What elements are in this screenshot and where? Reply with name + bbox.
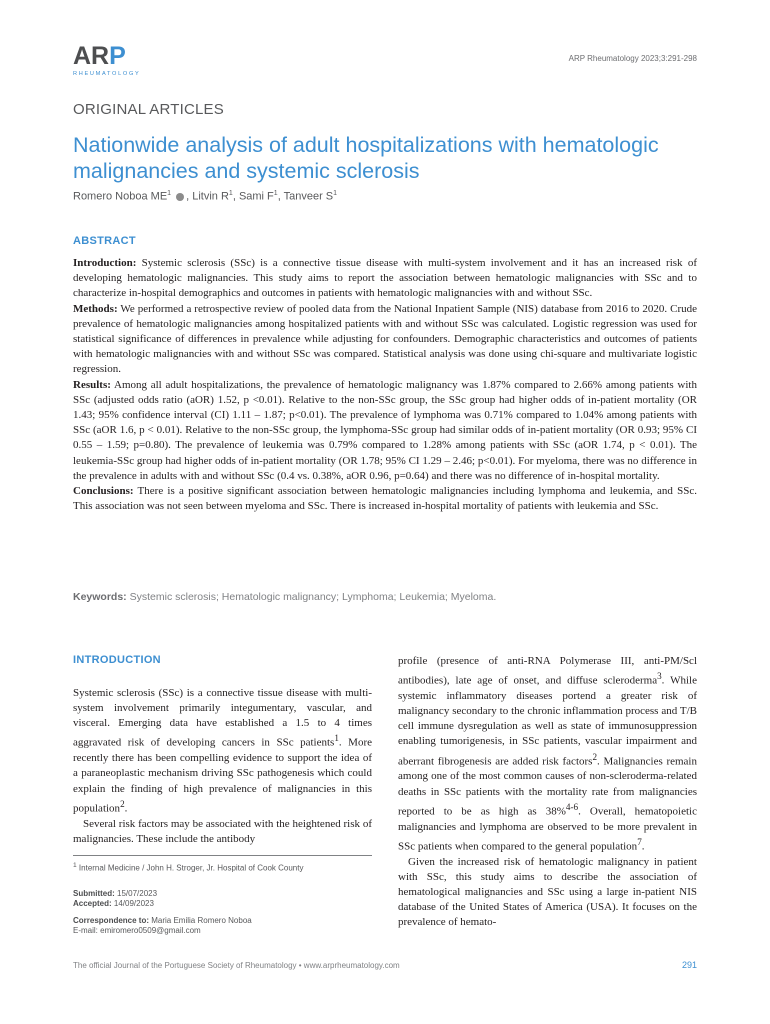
abstract-conclusions: Conclusions: There is a positive significant association between hematologic malignancies including lymphoma and leukemia, and SSc. This association was not seen between myeloma and SSc. There is increased in-hospital mortality of patients with leukemia and SSc. (73, 485, 697, 513)
journal-logo (73, 44, 143, 84)
page-number: 291 (681, 960, 697, 970)
right-column (398, 654, 697, 930)
orcid-icon[interactable] (176, 193, 184, 201)
intro-paragraph-2: Several risk factors may be associated with the heightened risk of malignancies. These include the antibody (73, 817, 372, 845)
keywords: Keywords: Systemic sclerosis; Hematologic malignancy; Lymphoma; Leukemia; Myeloma. (73, 591, 497, 603)
intro-paragraph-4: Given the increased risk of hematologic malignancy in patient with SSc, this study aims to describe the association of hematological malignancies and SSc using a large in-patient NIS database of the United States of America (USA). It focuses on the prevalence of hemato- (398, 855, 697, 929)
correspondence: Correspondence to: Maria Emilia Romero Noboa E-mail: emiromero0509@gmail.com (73, 915, 252, 936)
email-link[interactable]: emiromero0509@gmail.com (97, 926, 201, 936)
section-label: ORIGINAL ARTICLES (73, 101, 224, 118)
author-list: Romero Noboa $ME^1$ , Litvin $R^1$, Sami $F^1$, Tanveer $S^1$ (73, 190, 338, 203)
abstract-methods: Methods: We performed a retrospective review of pooled data from the National Inpatient Sample (NIS) database from 2016 to 2020. Crude prevalence of hematologic malignancies among hospitalized patients with and without SSc was calculated. Logistic regression was used for statistical significance of differences in prevalence while adjusting for confounders. Demographic characteristics and outcomes of patients with hematologic malignancies with and without SSc was compared. Statistical analysis was done using chi-square and multivariate logistic regression. (73, 302, 697, 376)
intro-paragraph-3: profile (presence of anti-RNA Polymerase III, anti-PM/Scl antibodies), late age of onset, and diffuse scleroderma$^3$. While systemic inflammatory diseases portend a greater risk of malignancy secondary to the chronic inflammation process and T/B cell immune dysregulation as well as state of immunosuppression enabling tumorigenesis, in SSc patients, vascular impairment and aberrant fibrogenesis are added risk factors$^2$. Malignancies remain among one of the most common causes of non-scleroderma-related deaths in SSc patients with the mortality rate from malignancies reported to be as high as 38%$^{4-6}$. Overall, hematopoietic malignancies and lymphoma are observed to be more prevalent in SSc patients when compared to the general population$^7$. (398, 655, 697, 853)
abstract-heading: ABSTRACT (73, 235, 136, 247)
introduction-heading: INTRODUCTION (73, 654, 161, 666)
footnote-divider (73, 855, 372, 856)
affiliation-footnote: $^1$ Internal Medicine / John H. Stroger, Jr. Hospital of Cook County (73, 861, 304, 873)
left-column (73, 654, 372, 937)
running-head: ARP Rheumatology 2023;3:291-298 (568, 54, 697, 63)
abstract-body (73, 256, 697, 514)
footer-journal: The official Journal of the Portuguese Society of Rheumatology • www.arprheumatology.com (73, 961, 400, 970)
article-title: Nationwide analysis of adult hospitalizations with hematologic malignancies and systemic sclerosis (73, 133, 659, 183)
abstract-introduction: Introduction: Systemic sclerosis (SSc) is a connective tissue disease with multi-system involvement and it has an increased risk of developing hematologic malignancies. This study aims to report the association between hematologic malignancies with SSc and to characterize in-hospital demographics and outcomes in patients with hematologic malignancies with and without SSc. (73, 257, 697, 300)
submission-dates: Submitted: 15/07/2023 Accepted: 14/09/2023 (73, 888, 158, 909)
abstract-results: Results: Among all adult hospitalizations, the prevalence of hematologic malignancy was 1.87% compared to 2.66% among patients with SSc (adjusted odds ratio (aOR) 1.52, p <0.01). Relative to the non-SSc group, the SSc group had higher odds of in-patient mortality (OR 1.43; 95% confidence interval (CI) 1.11 – 1.87; p<0.01). The prevalence of lymphoma was 0.71% compared to 1.04% among patients with SSc (aOR 1.6, p < 0.01). Relative to the non-SSc group, the lymphoma-SSc group had similar odds of in-patient mortality (OR 0.93; 95% CI 0.55 – 1.59; p=0.80). The prevalence of leukemia was 0.79% compared to 1.28% among patients with SSc (aOR 1.74, p < 0.01). The leukemia-SSc group had higher odds of in-patient mortality (OR 1.78; 95% CI 1.29 – 2.46; p<0.01). For myeloma, there was no difference in the prevalence in adults with and without SSc (0.4 vs. 0.38%, aOR 0.96, p=0.64) and there was no difference of in-hospital mortality. (73, 378, 697, 482)
intro-paragraph-1: Systemic sclerosis (SSc) is a connective tissue disease with multi-system involvement primarily integumentary, vascular, and visceral. Emerging data have established a 1.5 to 4 times aggravated risk of developing cancers in SSc patients$^1$. More recently there has been compelling evidence to support the idea of a paraneoplastic mechanism driving SSc pathogenesis which could explain the finding of high prevalence of malignancies in this population$^2$. (73, 687, 373, 815)
logo-subtitle: RHEUMATOLOGY (73, 71, 141, 77)
logo-wordmark: ARP (73, 42, 126, 70)
